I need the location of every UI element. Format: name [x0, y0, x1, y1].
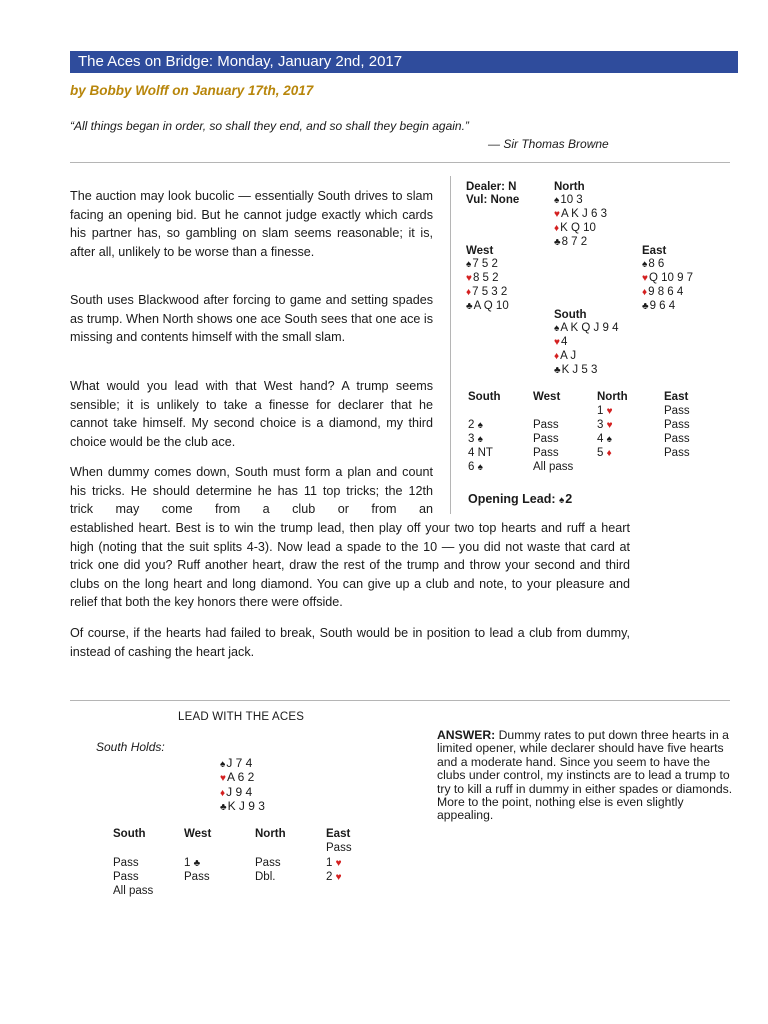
spade-icon: ♠	[477, 434, 483, 445]
article-paragraph-4-continued: established heart. Best is to win the trump lead, then play off your two top hearts and ruff a heart high (noting that the suit splits 4-3). Now lead a spade to the 10 — you did not waste that card at trick one did you? Ruff another heart, draw the rest of the trump and throw your second and third clubs on the long heart and long diamond. You can give up a club and note, to your pleasure and relief that both the key honors there were offside.	[70, 521, 630, 610]
auction-bid: All pass	[533, 461, 574, 473]
diamond-icon: ♦	[554, 222, 560, 234]
east-hearts: Q 10 9 7	[648, 271, 694, 284]
quiz-hearts: A 6 2	[226, 770, 255, 785]
auction-bid: Pass	[533, 433, 559, 445]
auction-bid: 4 ♠	[597, 433, 612, 445]
club-icon: ♣	[554, 364, 561, 376]
north-clubs: 8 7 2	[561, 235, 588, 248]
west-spades: 7 5 2	[472, 257, 498, 270]
quiz-auction-header-east: East	[326, 828, 351, 840]
diamond-icon: ♦	[554, 350, 560, 362]
spade-icon: ♠	[642, 258, 648, 270]
heart-icon: ♥	[606, 420, 613, 431]
heart-icon: ♥	[554, 336, 560, 348]
epigraph-attribution: — Sir Thomas Browne	[488, 137, 609, 151]
article-paragraph-2: South uses Blackwood after forcing to game and setting spades as trump. When North shows one ace South sees that one ace is missing and contents himself with the small slam.	[70, 293, 433, 345]
heart-icon: ♥	[606, 406, 613, 417]
south-spades: A K Q J 9 4	[560, 321, 619, 334]
dealer-vul-block	[466, 181, 519, 207]
quiz-clubs: K J 9 3	[227, 799, 265, 814]
heart-icon: ♥	[466, 272, 472, 284]
auction-bid: Pass	[664, 433, 690, 445]
auction-header-west: West	[533, 391, 561, 403]
article-paragraph-1: The auction may look bucolic — essentially South drives to slam facing an opening bid. But he cannot judge exactly which cards his partner has, so gambling on slam seems reasonable; it is, after all, unlikely to be worse than a finesse.	[70, 189, 433, 259]
north-spades: 10 3	[560, 193, 583, 206]
vulnerability-label: Vul: None	[466, 193, 520, 206]
quiz-auction-bid: 1 ♣	[184, 857, 201, 869]
south-holds-label: South Holds:	[96, 740, 165, 754]
auction-header-east: East	[664, 391, 689, 403]
spade-icon: ♠	[477, 420, 483, 431]
auction-header-north: North	[597, 391, 628, 403]
club-icon: ♣	[193, 858, 201, 869]
club-icon: ♣	[466, 300, 473, 312]
auction-bid: 4 NT	[468, 447, 493, 459]
quiz-auction-bid: 2 ♥	[326, 871, 342, 883]
quiz-spades: J 7 4	[226, 756, 253, 770]
diamond-icon: ♦	[606, 448, 612, 459]
opening-lead-label: Opening Lead:	[468, 492, 556, 506]
quiz-auction-header-south: South	[113, 828, 146, 840]
east-clubs: 9 6 4	[649, 299, 676, 312]
quiz-auction-header-west: West	[184, 828, 212, 840]
east-label: East	[642, 245, 667, 257]
opening-lead	[468, 492, 572, 506]
diamond-icon: ♦	[642, 286, 648, 298]
auction-bid: Pass	[664, 447, 690, 459]
west-hand	[466, 245, 509, 314]
spade-icon: ♠	[554, 322, 560, 334]
club-icon: ♣	[642, 300, 649, 312]
quiz-auction-bid: Pass	[113, 857, 139, 869]
auction-bid: Pass	[664, 419, 690, 431]
article-paragraph-3: What would you lead with that West hand? A trump seems sensible; it is unlikely to take a finesse for declarer that he cannot take himself. My second choice is a diamond, my third choice would be the club ace.	[70, 379, 433, 449]
auction-header-south: South	[468, 391, 501, 403]
epigraph-quote: “All things began in order, so shall they end, and so shall they begin again.”	[70, 119, 469, 133]
auction-bid: 6 ♠	[468, 461, 483, 473]
south-diamonds: A J	[560, 349, 577, 362]
south-hand	[554, 309, 618, 378]
diamond-icon: ♦	[220, 787, 226, 799]
article-paragraph-4: When dummy comes down, South must form a plan and count his tricks. He should determine he has 11 top tricks; the 12th trick may come from a club or from an	[70, 465, 433, 517]
heart-icon: ♥	[335, 872, 342, 883]
auction-bid: 5 ♦	[597, 447, 612, 459]
auction-bid: 2 ♠	[468, 419, 483, 431]
west-label: West	[466, 245, 494, 257]
quiz-auction-bid: Pass	[184, 871, 210, 883]
quiz-auction-bid: 1 ♥	[326, 857, 342, 869]
quiz-auction-bid: Pass	[113, 871, 139, 883]
quiz-title: LEAD WITH THE ACES	[178, 711, 305, 723]
diamond-icon: ♦	[466, 286, 472, 298]
article-paragraph-5: Of course, if the hearts had failed to break, South would be in position to lead a club from dummy, instead of cashing the heart jack.	[70, 626, 630, 659]
east-spades: 8 6	[648, 257, 665, 270]
heart-icon: ♥	[220, 773, 226, 785]
quiz-auction-bid: All pass	[113, 885, 154, 897]
answer-text: Dummy rates to put down three hearts in a limited opener, while declarer should have five hearts and a moderate hand. Since you seem to have the clubs under control, my instincts are to lead a trump to try to kill a ruff in dummy in either spades or diamonds. More to the point, nothing else is even slightly appealing.	[437, 728, 733, 823]
top-divider	[70, 162, 730, 163]
south-label: South	[554, 309, 587, 321]
auction-bid: 3 ♥	[597, 419, 613, 431]
auction-bid: 1 ♥	[597, 405, 613, 417]
heart-icon: ♥	[642, 272, 648, 284]
north-hand	[554, 181, 607, 250]
auction-bid: 3 ♠	[468, 433, 483, 445]
auction-bid: Pass	[533, 419, 559, 431]
answer-label: ANSWER:	[437, 728, 496, 742]
auction-bid: Pass	[664, 405, 690, 417]
east-diamonds: 9 8 6 4	[648, 285, 684, 298]
south-clubs: K J 5 3	[561, 363, 598, 376]
byline: by Bobby Wolff on January 17th, 2017	[70, 83, 314, 98]
spade-icon: ♠	[558, 495, 565, 506]
west-hearts: 8 5 2	[472, 271, 499, 284]
east-hand	[642, 245, 693, 314]
west-clubs: A Q 10	[473, 299, 509, 312]
spade-icon: ♠	[220, 759, 226, 770]
quiz-auction-bid: Pass	[255, 857, 281, 869]
north-hearts: A K J 6 3	[560, 207, 607, 220]
spade-icon: ♠	[554, 194, 560, 206]
opening-lead-card: 2	[565, 492, 573, 506]
quiz-auction-bid: Pass	[326, 842, 352, 854]
dealer-label: Dealer: N	[466, 181, 517, 193]
heart-icon: ♥	[335, 858, 342, 869]
quiz-auction-header-north: North	[255, 828, 286, 840]
column-divider	[450, 176, 451, 514]
bottom-divider	[70, 700, 730, 701]
west-diamonds: 7 5 3 2	[472, 285, 508, 298]
quiz-diamonds: J 9 4	[226, 784, 253, 799]
spade-icon: ♠	[606, 434, 612, 445]
auction-bid: Pass	[533, 447, 559, 459]
spade-icon: ♠	[477, 462, 483, 473]
quiz-auction-bid: Dbl.	[255, 871, 276, 883]
north-diamonds: K Q 10	[560, 221, 596, 234]
title-banner	[70, 51, 738, 73]
north-label: North	[554, 181, 585, 193]
quiz-hand	[220, 757, 265, 815]
page-title: The Aces on Bridge: Monday, January 2nd, 2017	[78, 53, 403, 70]
club-icon: ♣	[220, 802, 227, 814]
south-hearts: 4	[560, 335, 568, 348]
spade-icon: ♠	[466, 258, 472, 270]
quiz-answer	[437, 729, 737, 823]
heart-icon: ♥	[554, 208, 560, 220]
club-icon: ♣	[554, 236, 561, 248]
